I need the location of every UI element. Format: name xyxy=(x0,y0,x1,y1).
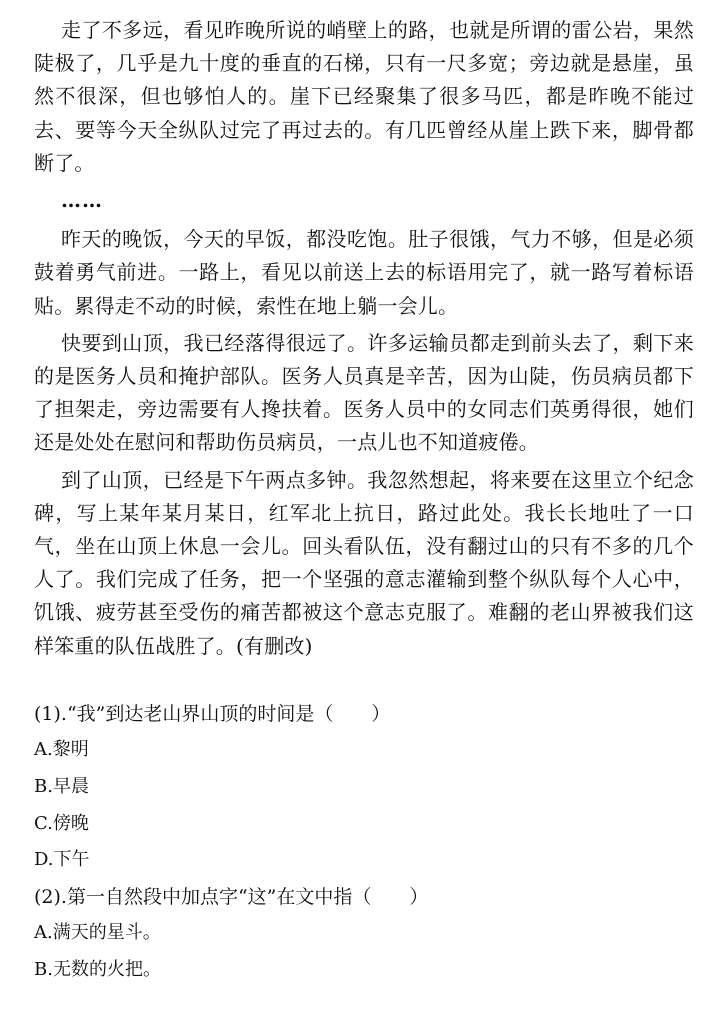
passage-ellipsis: …… xyxy=(61,188,103,213)
question-2 xyxy=(34,879,694,989)
answer-option-a: A.满天的星斗。 xyxy=(34,922,161,944)
passage-paragraph-3: 快要到山顶，我已经落得很远了。许多运输员都走到前头去了，剩下来的是医务人员和掩护部队。医务人员真是辛苦，因为山陡，伤员病员都下了担架走，旁边需要有人搀扶着。医务人员中的女同志们英勇得很，她们还是处处在慰问和帮助伤员病员，一点儿也不知道疲倦。 xyxy=(34,330,694,455)
question-list xyxy=(34,696,694,989)
question-stem: (1).“我”到达老山界山顶的时间是（ ） xyxy=(34,703,391,725)
answer-option-c: C.傍晚 xyxy=(34,812,89,834)
passage-paragraph-2: 昨天的晚饭，今天的早饭，都没吃饱。肚子很饿，气力不够，但是必须鼓着勇气前进。一路上，看见以前送上去的标语用完了，就一路写着标语贴。累得走不动的时候，索性在地上躺一会儿。 xyxy=(34,227,694,318)
answer-option-b: B.无数的火把。 xyxy=(34,958,161,980)
question-stem: (2).第一自然段中加点字“这”在文中指（ ） xyxy=(34,886,429,909)
passage-paragraph-4: 到了山顶，已经是下午两点多钟。我忽然想起，将来要在这里立个纪念碑，写上某年某月某日，红军北上抗日，路过此处。我长长地吐了一口气，坐在山顶上休息一会儿。回头看队伍，没有翻过山的只有不多的几个人了。我们完成了任务，把一个坚强的意志灌输到整个纵队每个人心中，饥饿、疲劳甚至受伤的痛苦都被这个意志克服了。难翻的老山界被我们这样笨重的队伍战胜了。(有删改) xyxy=(34,467,694,658)
answer-option-b: B.早晨 xyxy=(34,775,89,797)
answer-option-a: A.黎明 xyxy=(34,739,89,760)
answer-option-d: D.下午 xyxy=(34,849,90,871)
question-1 xyxy=(34,696,694,879)
passage-paragraph-1: 走了不多远，看见昨晚所说的峭壁上的路，也就是所谓的雷公岩，果然陡极了，几乎是九十度的垂直的石梯，只有一尺多宽；旁边就是悬崖，虽然不很深，但也够怕人的。崖下已经聚集了很多马匹，都是昨晚不能过去、要等今天全纵队过完了再过去的。有几匹曾经从崖上跌下来，脚骨都断了。 xyxy=(34,18,694,175)
reading-passage xyxy=(34,14,694,667)
